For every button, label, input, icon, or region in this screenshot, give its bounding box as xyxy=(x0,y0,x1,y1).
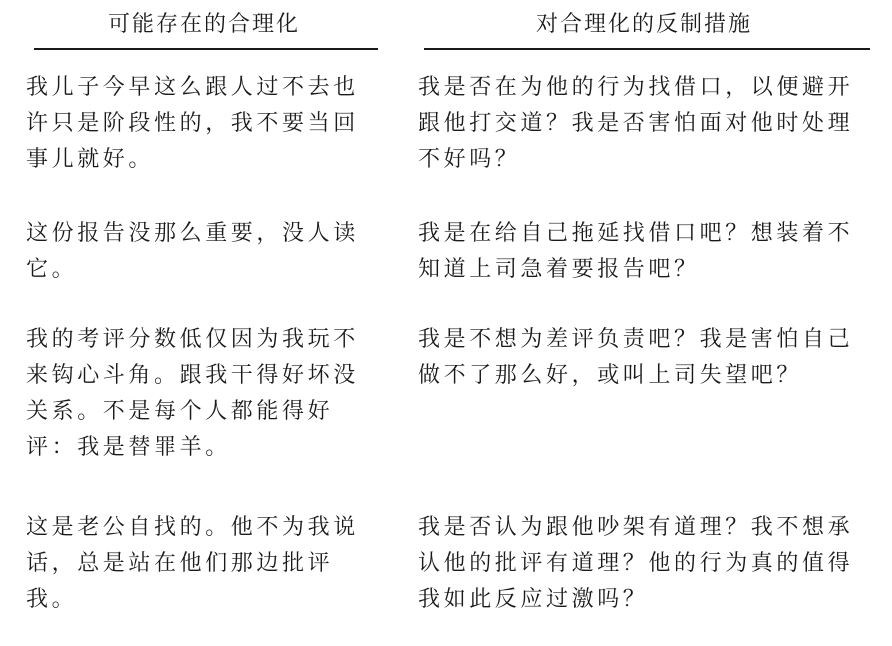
rationalization-column xyxy=(26,0,382,612)
countermeasure-cell-3: 我是不想为差评负责吧？我是害怕自己做不了那么好，或叫上司失望吧？ xyxy=(418,327,854,388)
rationalization-cell-2: 这份报告没那么重要，没人读它。 xyxy=(26,221,359,282)
rationalization-cell-3: 我的考评分数低仅因为我玩不来钩心斗角。跟我干得好坏没关系。不是每个人都能得好评：我是替罪羊。 xyxy=(26,327,359,460)
rationalization-cell-4: 这是老公自找的。他不为我说话，总是站在他们那边批评我。 xyxy=(26,515,359,612)
left-header-rule xyxy=(34,48,378,50)
countermeasure-cell-1: 我是否在为他的行为找借口，以便避开跟他打交道？我是否害怕面对他时处理不好吗？ xyxy=(418,75,854,172)
countermeasure-column xyxy=(418,0,870,612)
countermeasure-cell-4: 我是否认为跟他吵架有道理？我不想承认他的批评有道理？他的行为真的值得我如此反应过激吗？ xyxy=(418,515,854,612)
left-column-header: 可能存在的合理化 xyxy=(107,12,300,37)
rationalization-cell-1: 我儿子今早这么跟人过不去也许只是阶段性的，我不要当回事儿就好。 xyxy=(26,75,359,172)
right-header-rule xyxy=(424,48,870,50)
countermeasure-cell-2: 我是在给自己拖延找借口吧？想装着不知道上司急着要报告吧？ xyxy=(418,221,854,282)
right-column-header: 对合理化的反制措施 xyxy=(535,12,752,37)
